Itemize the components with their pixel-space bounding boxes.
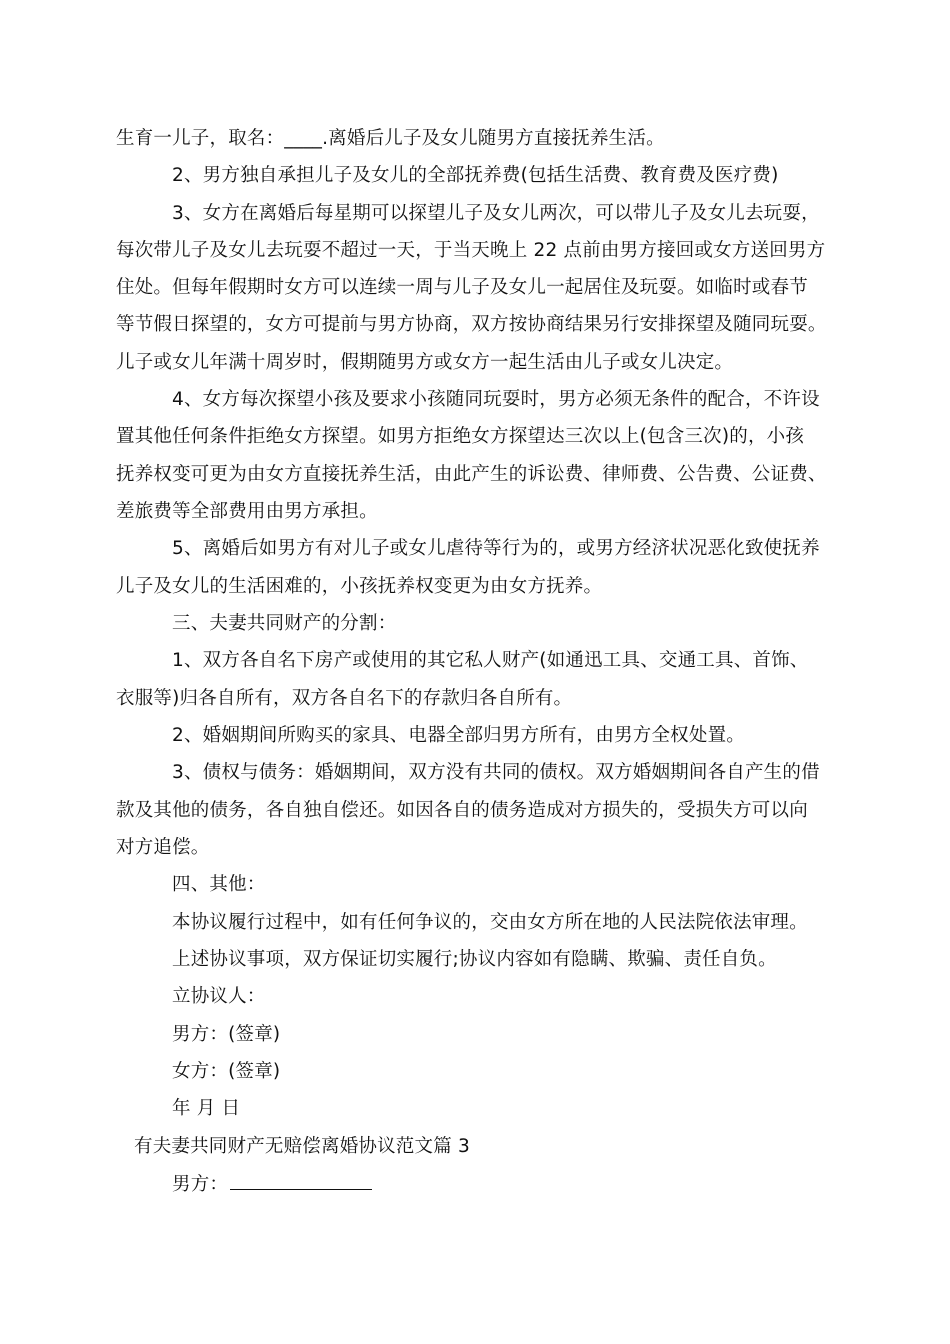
paragraph-line: 5、离婚后如男方有对儿子或女儿虐待等行为的，或男方经济状况恶化致使抚养 (172, 538, 820, 559)
paragraph-line: 4、女方每次探望小孩及要求小孩随同玩耍时，男方必须无条件的配合，不许设 (172, 389, 820, 410)
paragraph-line: 对方追偿。 (116, 837, 210, 858)
date-line: 年 月 日 (172, 1098, 241, 1119)
male-party-field (172, 1171, 372, 1198)
paragraph-line: 儿子及女儿的生活困难的，小孩抚养权变更为由女方抚养。 (116, 576, 603, 597)
paragraph-line: 2、婚姻期间所购买的家具、电器全部归男方所有，由男方全权处置。 (172, 725, 745, 746)
paragraph-line: 置其他任何条件拒绝女方探望。如男方拒绝女方探望达三次以上(包含三次)的，小孩 (116, 426, 805, 447)
paragraph-line: 住处。但每年假期时女方可以连续一周与儿子及女儿一起居住及玩耍。如临时或春节 (116, 277, 808, 298)
paragraph-line: 每次带儿子及女儿去玩耍不超过一天，于当天晚上 22 点前由男方接回或女方送回男方 (116, 240, 826, 261)
paragraph-line: 儿子或女儿年满十周岁时，假期随男方或女方一起生活由儿子或女儿决定。 (116, 352, 734, 373)
paragraph-line: 上述协议事项，双方保证切实履行;协议内容如有隐瞒、欺骗、责任自负。 (172, 949, 777, 970)
paragraph-line: 抚养权变可更为由女方直接抚养生活，由此产生的诉讼费、律师费、公告费、公证费、 (116, 464, 827, 485)
paragraph-line: 款及其他的债务，各自独自偿还。如因各自的债务造成对方损失的，受损失方可以向 (116, 800, 808, 821)
male-party-label: 男方： (172, 1174, 229, 1195)
paragraph-line: 1、双方各自名下房产或使用的其它私人财产(如通迅工具、交通工具、首饰、 (172, 650, 809, 671)
paragraph-line: 3、女方在离婚后每星期可以探望儿子及女儿两次，可以带儿子及女儿去玩耍， (172, 203, 820, 224)
signatory-label: 立协议人： (172, 986, 266, 1007)
paragraph-line: 生育一儿子，取名：____.离婚后儿子及女儿随男方直接抚养生活。 (116, 128, 665, 149)
section-title: 有夫妻共同财产无赔偿离婚协议范文篇 3 (134, 1136, 470, 1157)
paragraph-line: 等节假日探望的，女方可提前与男方协商，双方按协商结果另行安排探望及随同玩耍。 (116, 314, 827, 335)
paragraph-line: 2、男方独自承担儿子及女儿的全部抚养费(包括生活费、教育费及医疗费) (172, 165, 779, 186)
paragraph-line: 本协议履行过程中，如有任何争议的，交由女方所在地的人民法院依法审理。 (172, 912, 808, 933)
paragraph-line: 差旅费等全部费用由男方承担。 (116, 501, 378, 522)
paragraph-line: 衣服等)归各自所有，双方各自名下的存款归各自所有。 (116, 688, 573, 709)
female-signature-line: 女方：(签章) (172, 1061, 281, 1082)
section-heading: 三、夫妻共同财产的分割： (172, 613, 397, 634)
blank-underline (230, 1171, 372, 1190)
male-signature-line: 男方：(签章) (172, 1024, 281, 1045)
paragraph-line: 3、债权与债务：婚姻期间，双方没有共同的债权。双方婚姻期间各自产生的借 (172, 762, 820, 783)
section-heading: 四、其他： (172, 874, 266, 895)
